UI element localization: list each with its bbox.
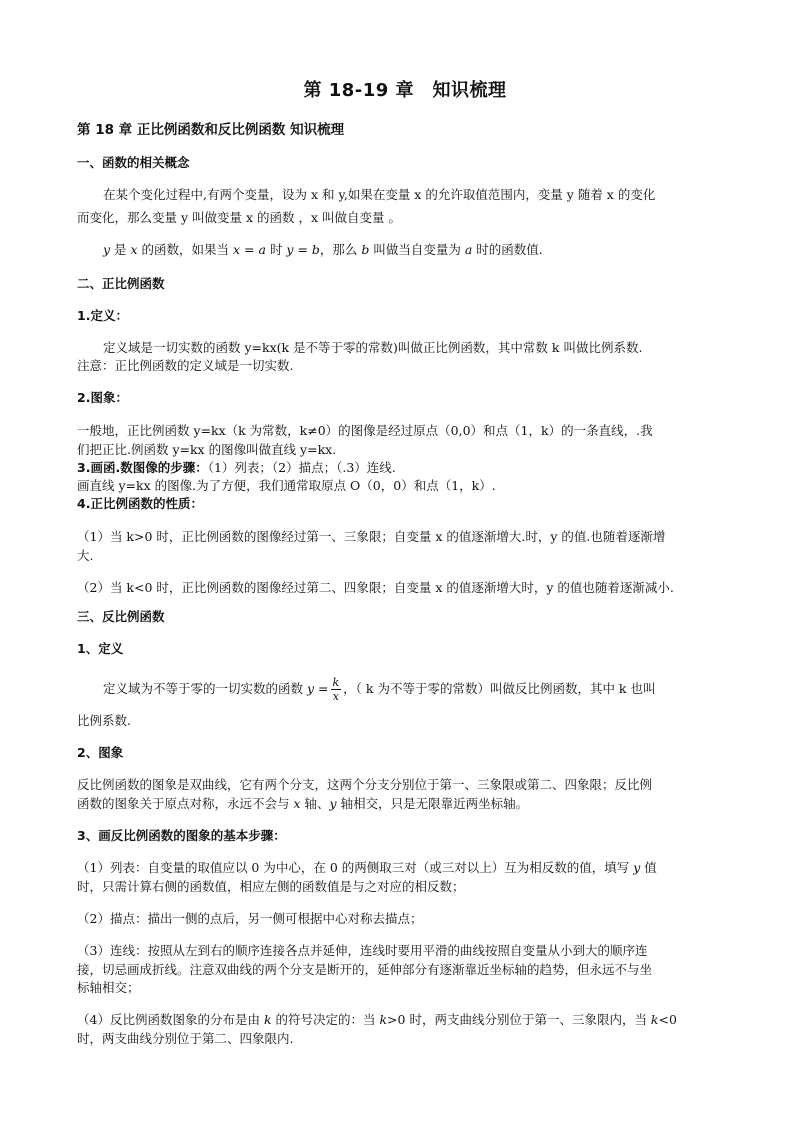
text-run: <0 <box>658 1012 677 1027</box>
text-run: ，（ k 为不等于零的常数）叫做反比例函数，其中 k 也叫 <box>343 681 656 696</box>
text-run: （1）列表：自变量的取值应以 0 为中心，在 0 的两侧取三对（或三对以上）互为相反数的值，填写 <box>77 860 634 875</box>
paragraph-line: 反比例函数的图象是双曲线，它有两个分支，这两个分支分别位于第一、三象限或第二、四象限；反比例 <box>77 777 653 792</box>
text-run: （4）反比例函数图象的分布是由 <box>77 1012 264 1027</box>
paragraph-line <box>77 796 528 812</box>
fraction-numerator: k <box>332 676 340 689</box>
subheading-definition: 1.定义： <box>77 308 128 323</box>
math-expr: x = a <box>233 242 266 257</box>
text-run: >0 时，两支曲线分别位于第一、三象限内，当 <box>387 1012 651 1027</box>
text-run: 函数的图象关于原点对称，永远不会与 <box>77 796 294 811</box>
math-var: y <box>633 860 641 875</box>
inverse-definition-line <box>103 675 655 703</box>
subheading-definition: 1、定义 <box>77 641 124 656</box>
text-run: 叫做当自变量为 <box>369 242 465 257</box>
math-var: y <box>103 242 111 257</box>
paragraph-line: 画直线 y=kx 的图像.为了方便，我们通常取原点 O（0，0）和点（1，k）. <box>77 478 496 493</box>
text-run: 时的函数值. <box>472 242 543 257</box>
math-var: x <box>293 796 301 811</box>
text-run: 轴、 <box>300 796 330 811</box>
paragraph-line: 一般地，正比例函数 y=kx（k 为常数，k≠0）的图像是经过原点（0,0）和点（1，k）的一条直线，.我 <box>77 423 653 438</box>
paragraph-line: 定义域是一切实数的函数 y=kx(k 是不等于零的常数)叫做正比例函数，其中常数 k 叫做比例系数. <box>103 340 643 355</box>
paragraph-line: （2）当 k<0 时，正比例函数的图像经过第二、四象限；自变量 x 的值逐渐增大时，y 的值也随着逐渐减小. <box>77 580 674 595</box>
subheading-graph: 2、图象 <box>77 745 124 760</box>
text-run: 值 <box>640 860 657 875</box>
fraction-k-over-x <box>331 676 342 703</box>
subheading-graph: 2.图象： <box>77 390 128 405</box>
subheading-steps: 3.画函.数图像的步骤： <box>77 460 208 475</box>
subheading-steps: 3、画反比例函数的图象的基本步骤： <box>77 828 286 843</box>
math-var: x <box>130 242 138 257</box>
page-title: 第 18-19 章 知识梳理 <box>303 80 507 101</box>
paragraph-line: 接，切忌画成折线。注意双曲线的两个分支是断开的，延伸部分有逐渐靠近坐标轴的趋势，但永远不与坐 <box>77 962 653 977</box>
math-var: k <box>650 1012 659 1027</box>
text-run: 定义域为不等于零的一切实数的函数 <box>103 681 307 696</box>
text-run: 的符号决定的：当 <box>271 1012 380 1027</box>
paragraph-line <box>77 1012 677 1028</box>
math-var: k <box>379 1012 388 1027</box>
paragraph-line <box>77 860 657 876</box>
steps-line <box>77 460 396 476</box>
chapter-heading: 第 18 章 正比例函数和反比例函数 知识梳理 <box>77 122 345 138</box>
text-run: ，那么 <box>319 242 362 257</box>
fraction-denominator: x <box>332 690 339 703</box>
paragraph-line: （2）描点：描出一侧的点后，另一侧可根据中心对称去描点； <box>77 911 423 926</box>
function-value-sentence <box>103 242 543 258</box>
paragraph-line: 时，两支曲线分别位于第二、四象限内. <box>77 1031 294 1046</box>
subheading-properties: 4.正比例函数的性质： <box>77 496 203 511</box>
math-var: b <box>361 242 370 257</box>
section-heading-function-concepts: 一、函数的相关概念 <box>77 155 190 170</box>
paragraph-line: 大. <box>77 548 94 563</box>
paragraph-line: 标轴相交； <box>77 980 140 995</box>
math-expr: y = <box>306 681 329 696</box>
math-var: a <box>464 242 473 257</box>
math-var: y <box>329 796 337 811</box>
paragraph-line: 比例系数. <box>77 713 131 728</box>
paragraph-line: 们把正比.例函数 y=kx 的图像叫做直线 y=kx. <box>77 442 337 457</box>
text-run: 的函数，如果当 <box>137 242 234 257</box>
text-run: 轴相交，只是无限靠近两坐标轴。 <box>336 796 529 811</box>
section-heading-inverse-proportion: 三、反比例函数 <box>77 609 165 624</box>
math-var: k <box>263 1012 272 1027</box>
paragraph-line: 注意：正比例函数的定义域是一切实数. <box>77 358 294 373</box>
math-expr: y = b <box>286 242 320 257</box>
paragraph-line: 时，只需计算右侧的函数值，相应左侧的函数值是与之对应的相反数； <box>77 879 465 894</box>
text-run: 是 <box>110 242 131 257</box>
paragraph-line: 在某个变化过程中,有两个变量，设为 x 和 y,如果在变量 x 的允许取值范围内，变量 y 随着 x 的变化 <box>103 187 656 202</box>
text-run: （1）列表；（2）描点；（.3）连线. <box>207 460 396 475</box>
paragraph-line: 而变化，那么变量 y 叫做变量 x 的函数 ，x 叫做自变量 。 <box>77 210 401 225</box>
text-run: 时 <box>265 242 287 257</box>
section-heading-direct-proportion: 二、正比例函数 <box>77 276 165 291</box>
paragraph-line: （1）当 k>0 时，正比例函数的图像经过第一、三象限；自变量 x 的值逐渐增大.时，y 的值.也随着逐渐增 <box>77 529 666 544</box>
paragraph-line: （3）连线：按照从左到右的顺序连接各点并延伸，连线时要用平滑的曲线按照自变量从小到大的顺序连 <box>77 943 648 958</box>
